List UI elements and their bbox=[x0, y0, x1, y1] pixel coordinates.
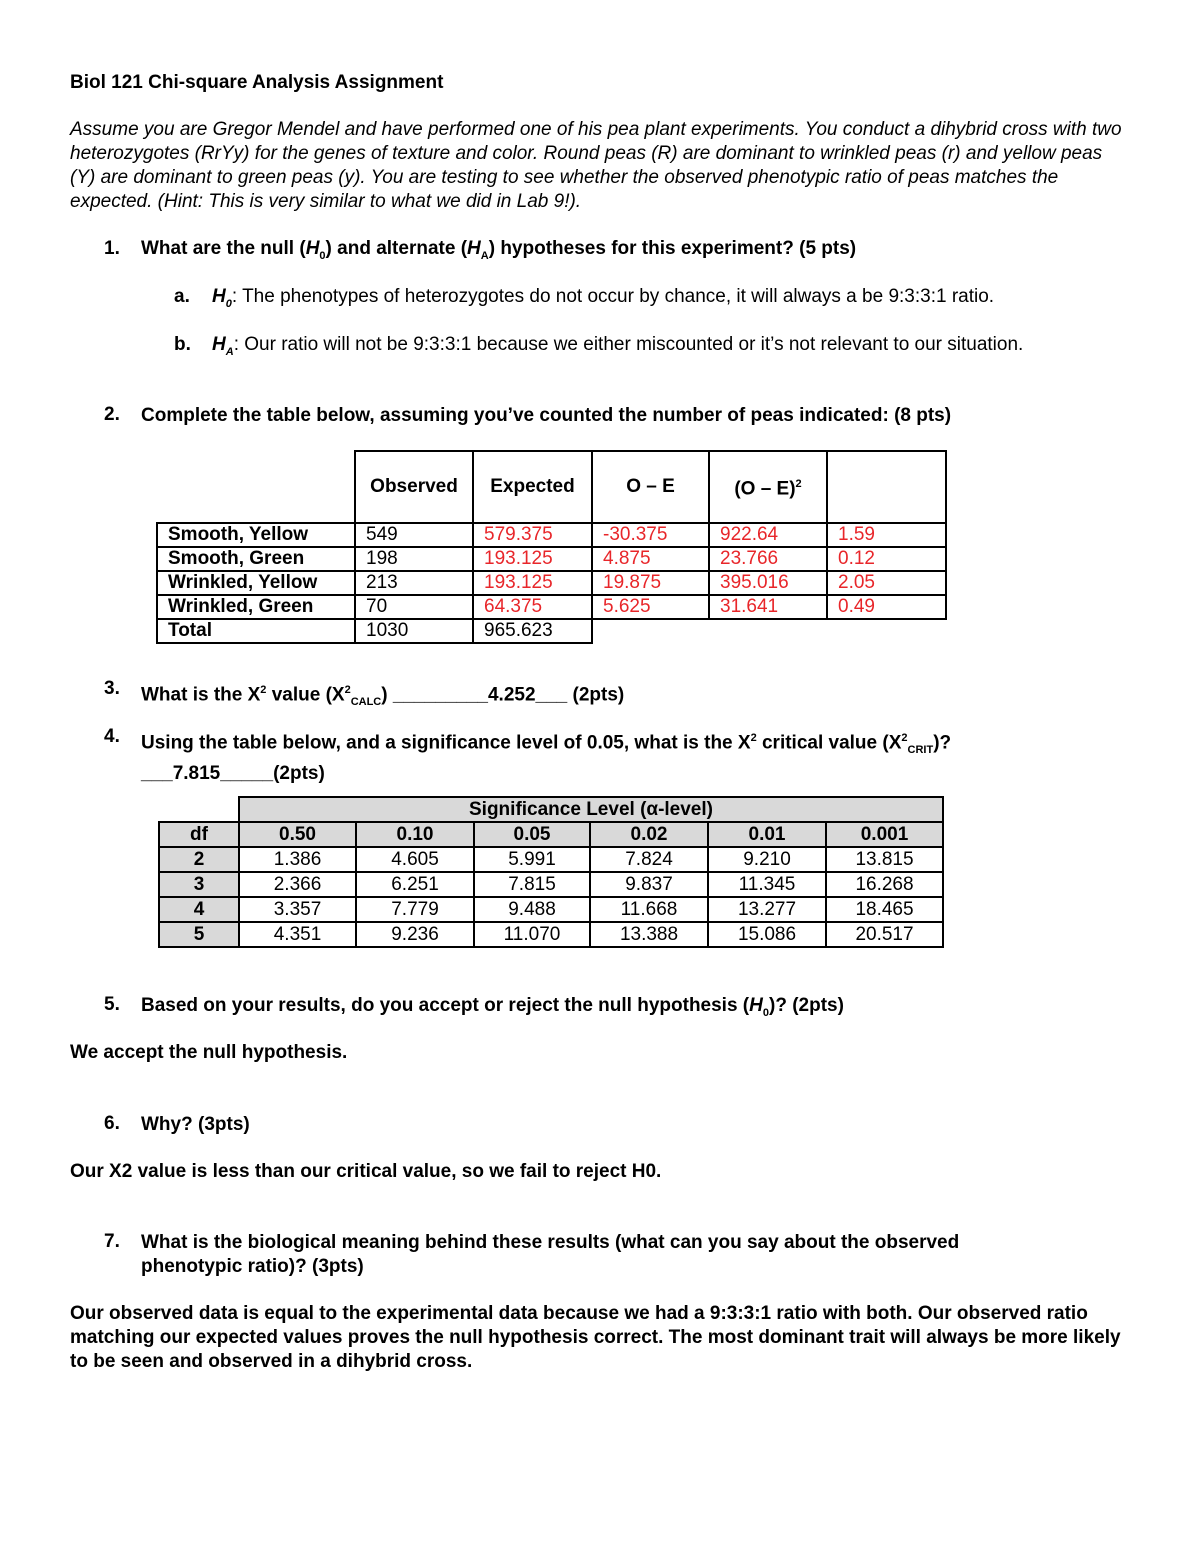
table-row: 4 3.357 7.779 9.488 11.668 13.277 18.465 bbox=[159, 897, 943, 922]
answer-5: We accept the null hypothesis. bbox=[70, 1042, 348, 1063]
chi-square-table bbox=[156, 450, 947, 644]
page-title: Biol 121 Chi-square Analysis Assignment bbox=[70, 72, 444, 93]
chi-table-corner bbox=[157, 451, 355, 523]
df-header: df bbox=[159, 822, 239, 847]
question-7-number: 7. bbox=[104, 1231, 120, 1252]
table-row: Smooth, Yellow 549 579.375 -30.375 922.64 1.59 bbox=[157, 523, 946, 547]
crit-table-title-row bbox=[159, 797, 943, 822]
question-6-number: 6. bbox=[104, 1113, 120, 1134]
question-2-text: Complete the table below, assuming you’ve counted the number of peas indicated: (8 pts) bbox=[141, 405, 952, 426]
table-row: 3 2.366 6.251 7.815 9.837 11.345 16.268 bbox=[159, 872, 943, 897]
header-o-minus-e: O – E bbox=[592, 451, 709, 523]
question-1-text: What are the null $(H_0)$ and alternate $(H_A)$ hypotheses for this experiment? (5 pts) bbox=[141, 238, 857, 262]
question-5-text: Based on your results, do you accept or reject the null hypothesis $(H_0)$? (2pts) bbox=[141, 995, 844, 1019]
table-row: 2 1.386 4.605 5.991 7.824 9.210 13.815 bbox=[159, 847, 943, 872]
chi-table-header-row bbox=[157, 451, 946, 523]
question-3-text: What is the $X^2$ value $(X^2_{CALC})$ _________4.252___ (2pts) bbox=[141, 684, 625, 709]
question-3-number: 3. bbox=[104, 678, 120, 699]
header-expected: Expected bbox=[473, 451, 592, 523]
table-row: Wrinkled, Green 70 64.375 5.625 31.641 0.49 bbox=[157, 595, 946, 619]
table-row: 5 4.351 9.236 11.070 13.388 15.086 20.517 bbox=[159, 922, 943, 947]
answer-6: Our X2 value is less than our critical value, so we fail to reject H0. bbox=[70, 1161, 662, 1182]
table-row: Smooth, Green 198 193.125 4.875 23.766 0.12 bbox=[157, 547, 946, 571]
intro-paragraph: Assume you are Gregor Mendel and have performed one of his pea plant experiments. You conduct a dihybrid cross with two heterozygotes (RrYy) for the genes of texture and color. Round peas (R) are dominant to wrinkled peas (r) and yellow peas (Y) are dominant to green peas (y). You are testing to see whether the observed phenotypic ratio of peas matches the expected. (Hint: This is very similar to what we did in Lab 9!). bbox=[70, 119, 1122, 212]
header-o-minus-e-squared: (O – E)$^2$ bbox=[709, 451, 827, 523]
question-4-text: Using the table below, and a significance level of 0.05, what is the $X^2$ critical value $(X^2_{CRIT})$? ___7.815_____(2pts) bbox=[141, 732, 952, 785]
question-4-number: 4. bbox=[104, 726, 120, 747]
crit-table-header-row: df 0.50 0.10 0.05 0.02 0.01 0.001 bbox=[159, 822, 943, 847]
question-7-text: What is the biological meaning behind these results (what can you say about the observed phenotypic ratio)? (3pts) bbox=[141, 1232, 960, 1277]
question-6-text: Why? (3pts) bbox=[141, 1114, 250, 1135]
hypothesis-null: a. $H_0$: The phenotypes of heterozygotes do not occur by chance, it will always a be 9:3:3:1 ratio. bbox=[174, 286, 995, 310]
answer-7: Our observed data is equal to the experimental data because we had a 9:3:3:1 ratio with both. Our observed ratio matching our expected values proves the null hypothesis correct. The most dominant trait will always be more likely to be seen and observed in a dihybrid cross. bbox=[70, 1303, 1121, 1372]
question-2-number: 2. bbox=[104, 404, 120, 425]
significance-level-title: Significance Level (α-level) bbox=[239, 797, 943, 822]
hypothesis-alternate: b. $H_A$: Our ratio will not be 9:3:3:1 because we either miscounted or it’s not relevant to our situation. bbox=[174, 334, 1024, 358]
critical-value-table bbox=[158, 796, 944, 948]
table-row: Wrinkled, Yellow 213 193.125 19.875 395.016 2.05 bbox=[157, 571, 946, 595]
table-row-total: Total 1030 965.623 bbox=[157, 619, 946, 643]
question-1-number: 1. bbox=[104, 238, 120, 259]
header-chi bbox=[827, 451, 946, 523]
header-observed: Observed bbox=[355, 451, 473, 523]
question-5-number: 5. bbox=[104, 994, 120, 1015]
